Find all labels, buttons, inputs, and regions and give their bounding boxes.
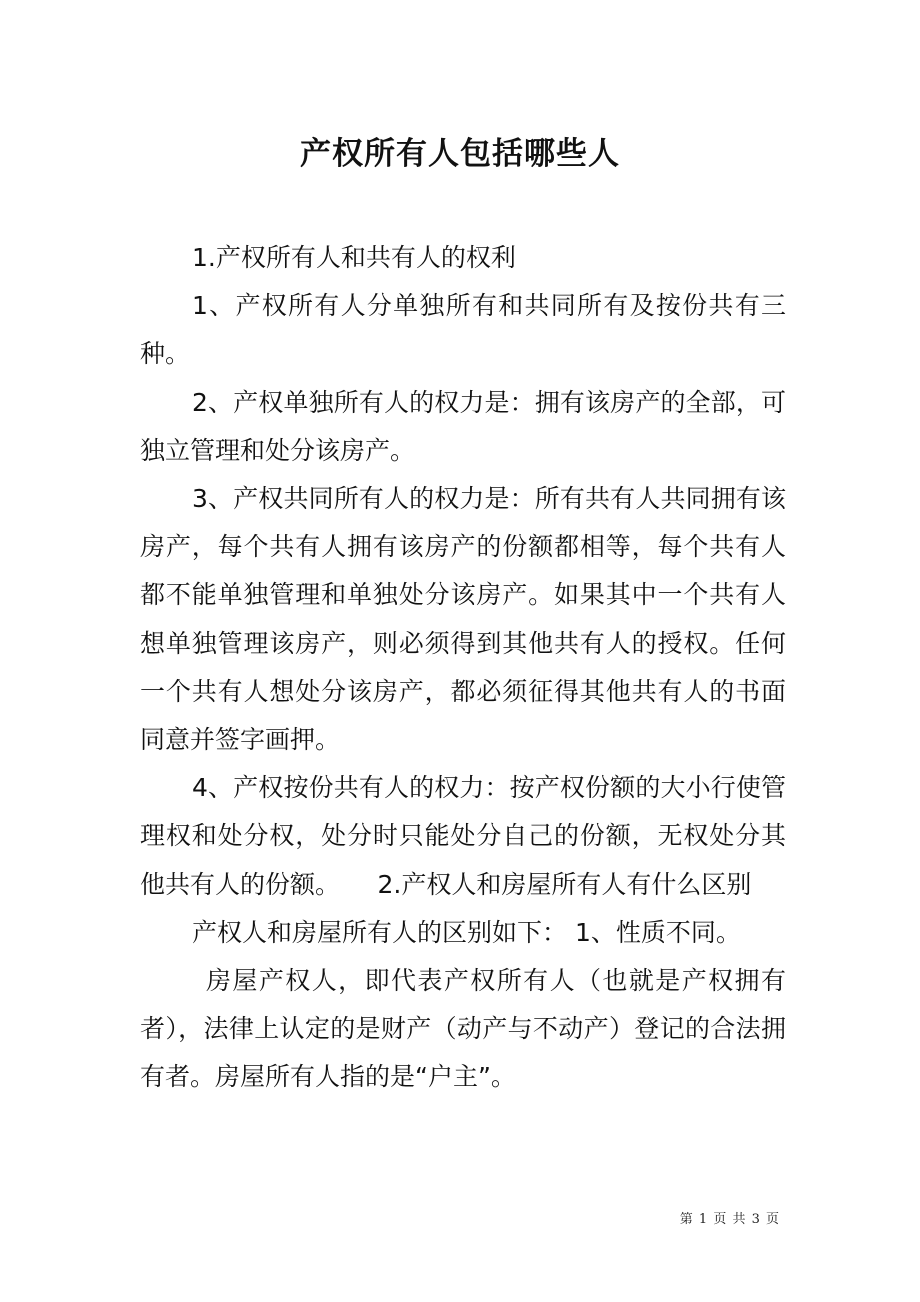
paragraph-item-4: 4、产权按份共有人的权力：按产权份额的大小行使管理权和处分权，处分时只能处分自己的份额，无权处分其他共有人的份额。 2.产权人和房屋所有人有什么区别 (140, 773, 786, 899)
paragraph-item-3: 3、产权共同所有人的权力是：所有共有人共同拥有该房产，每个共有人拥有该房产的份额都相等，每个共有人都不能单独管理和单独处分该房产。如果其中一个共有人想单独管理该房产，则必须得到其他共有人的授权。任何一个共有人想处分该房产，都必须征得其他共有人的书面同意并签字画押。 (140, 484, 786, 755)
paragraph-section-heading-1: 1.产权所有人和共有人的权利 (192, 243, 516, 272)
document-title: 产权所有人包括哪些人 (300, 136, 620, 172)
page-number-footer: 第 1 页 共 3 页 (679, 1212, 780, 1227)
paragraph-property-owner: 房屋产权人，即代表产权所有人（也就是产权拥有者），法律上认定的是财产（动产与不动产）登记的合法拥有者。房屋所有人指的是“户主”。 (140, 966, 786, 1092)
document-body (140, 234, 786, 1102)
paragraph-item-2: 2、产权单独所有人的权力是：拥有该房产的全部，可独立管理和处分该房产。 (140, 387, 786, 465)
paragraph-difference-intro: 产权人和房屋所有人的区别如下： 1、性质不同。 (192, 917, 741, 947)
paragraph-item-1: 1、产权所有人分单独所有和共同所有及按份共有三种。 (140, 291, 786, 369)
